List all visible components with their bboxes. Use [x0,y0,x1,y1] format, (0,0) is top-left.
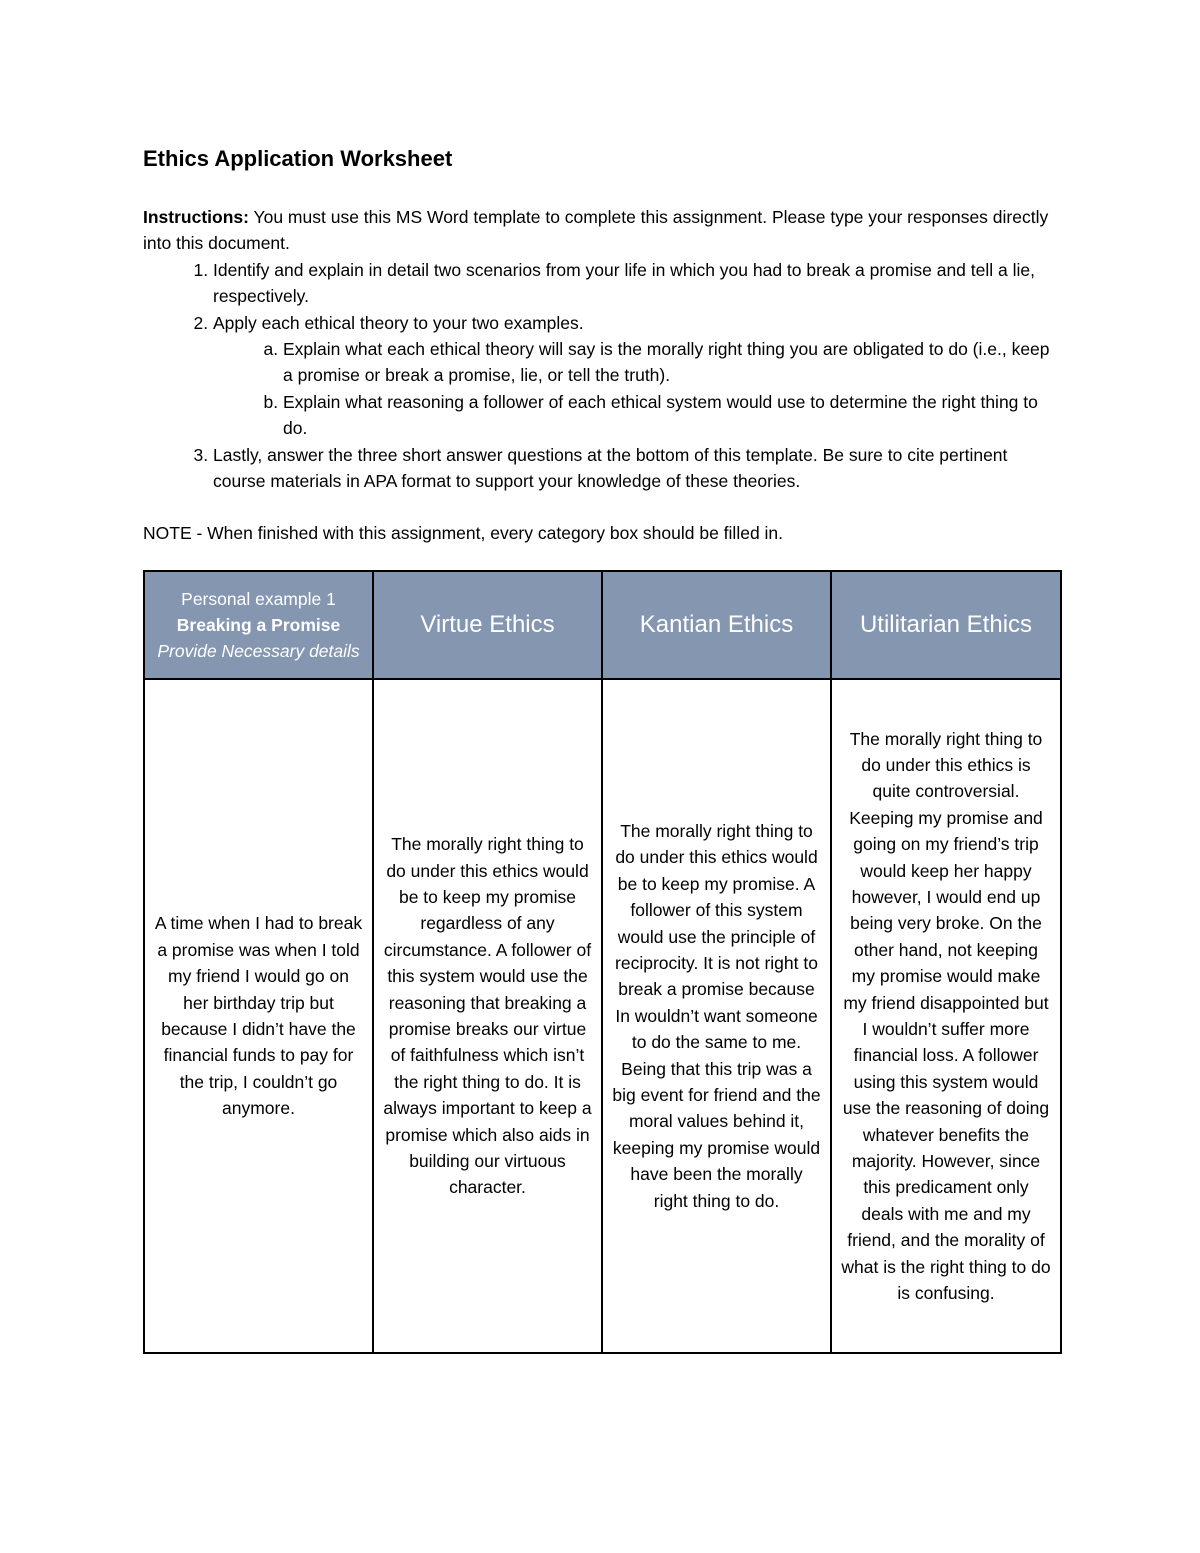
column-header-kantian: Kantian Ethics [602,571,831,679]
step-item-2 [213,310,1063,442]
substeps-list [213,336,1063,442]
worksheet-page [143,140,1063,547]
virtue-response-cell[interactable]: The morally right thing to do under this ethics would be to keep my promise regardless of any circumstance. A follower of this system would use the reasoning that breaking a promise breaks our virtue of faithfulness which isn’t the right thing to do. It is always important to keep a promise which also aids in building our virtuous character. [373,679,602,1353]
example-response-cell[interactable]: A time when I had to break a promise was when I told my friend I would go on her birthday trip but because I didn’t have the financial funds to pay for the trip, I couldn’t go anymore. [144,679,373,1353]
step-text-2: Apply each ethical theory to your two examples. [213,312,584,333]
steps-list [143,257,1063,495]
substep-text-b: Explain what reasoning a follower of each ethical system would use to determine the right thing to do. [283,391,1038,439]
instructions-text: You must use this MS Word template to complete this assignment. Please type your responses directly into this document. [143,207,1049,254]
example-header-cell [144,571,373,679]
note-text: NOTE - When finished with this assignment, every category box should be filled in. [143,523,784,544]
instructions-intro [143,204,1063,257]
example-header-line3: Provide Necessary details [157,641,360,661]
table-header-row [144,571,1061,679]
step-text-1: Identify and explain in detail two scenarios from your life in which you had to break a promise and tell a lie, respectively. [213,259,1035,307]
utilitarian-response-cell[interactable]: The morally right thing to do under this ethics is quite controversial. Keeping my promise and going on my friend’s trip would keep her happy however, I would end up being very broke. On the other hand, not keeping my promise would make my friend disappointed but I wouldn’t suffer more financial loss. A follower using this system would use the reasoning of doing whatever benefits the majority. However, since this predicament only deals with me and my friend, and the morality of what is the right thing to do is confusing. [831,679,1061,1353]
page-title: Ethics Application Worksheet [143,146,453,171]
column-header-utilitarian: Utilitarian Ethics [831,571,1061,679]
substep-item-b [283,389,1063,442]
column-header-virtue: Virtue Ethics [373,571,602,679]
step-text-3: Lastly, answer the three short answer questions at the bottom of this template. Be sure to cite pertinent course materials in APA format to support your knowledge of these theories. [213,444,1008,492]
step-item-1 [213,257,1063,310]
kantian-response-cell[interactable]: The morally right thing to do under this ethics would be to keep my promise. A follower of this system would use the principle of reciprocity. It is not right to break a promise because In wouldn’t want someone to do the same to me. Being that this trip was a big event for friend and the moral values behind it, keeping my promise would have been the morally right thing to do. [602,679,831,1353]
ethics-table [143,570,1062,1354]
instructions-label: Instructions: [143,207,249,227]
substep-text-a: Explain what each ethical theory will say is the morally right thing you are obligated to do (i.e., keep a promise or break a promise, lie, or tell the truth). [283,339,1050,386]
substep-item-a [283,336,1063,389]
instructions-block [143,204,1063,494]
step-item-3 [213,442,1063,495]
example-header-line1: Personal example 1 [181,589,336,609]
example-header-line2: Breaking a Promise [176,615,341,635]
table-row [144,679,1061,1353]
